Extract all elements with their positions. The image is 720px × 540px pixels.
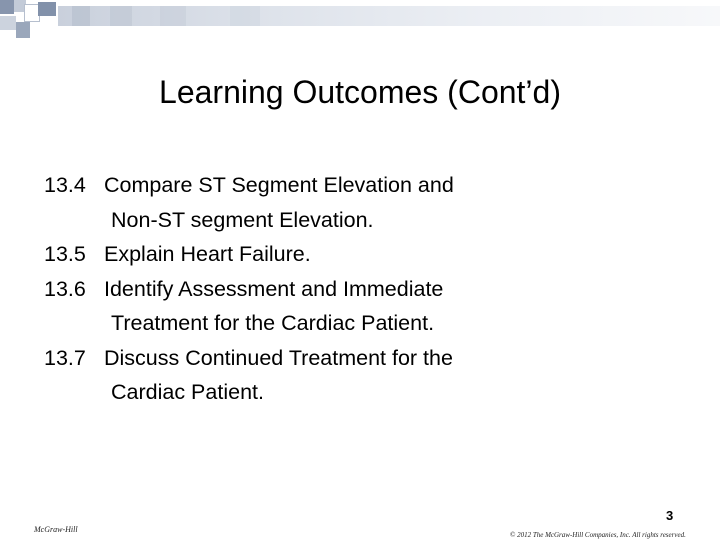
outcome-number: 13.6: [44, 276, 86, 301]
header-square: [230, 6, 260, 26]
outcome-text-line: Compare ST Segment Elevation and: [104, 173, 454, 197]
outcome-text-line: Identify Assessment and Immediate: [104, 276, 444, 301]
outcome-text-line: Treatment for the Cardiac Patient.: [111, 311, 435, 335]
header-square: [0, 0, 14, 14]
header-square: [72, 6, 90, 26]
header-square: [160, 6, 186, 26]
outcome-item: [44, 237, 664, 272]
slide-title: Learning Outcomes (Cont’d): [159, 74, 561, 110]
outcome-item: [44, 168, 664, 237]
outcome-text-line: Explain Heart Failure.: [104, 242, 311, 266]
header-square: [110, 6, 132, 26]
outcome-text-line: Non-ST segment Elevation.: [111, 207, 374, 232]
outcome-text: [104, 341, 664, 410]
outcome-text-line: Cardiac Patient.: [111, 380, 264, 404]
outcome-item: [44, 272, 664, 341]
copyright-notice: © 2012 The McGraw-Hill Companies, Inc. All rights reserved.: [510, 531, 686, 539]
outcome-text-line: Discuss Continued Treatment for the: [104, 345, 453, 370]
outcome-item: [44, 341, 664, 410]
outcome-number: 13.7: [44, 345, 86, 370]
learning-outcomes-list: [44, 168, 664, 410]
page-number: 3: [666, 508, 674, 523]
decorative-header-band: [0, 0, 720, 42]
header-square: [58, 6, 720, 26]
outcome-text: [104, 272, 664, 341]
outcome-text: [104, 237, 664, 272]
header-square: [38, 2, 56, 16]
header-square: [0, 16, 16, 30]
outcome-number: 13.5: [44, 242, 86, 266]
publisher-name: McGraw-Hill: [34, 525, 78, 534]
outcome-text: [104, 168, 664, 237]
outcome-number: 13.4: [44, 173, 86, 197]
header-square: [16, 22, 30, 38]
